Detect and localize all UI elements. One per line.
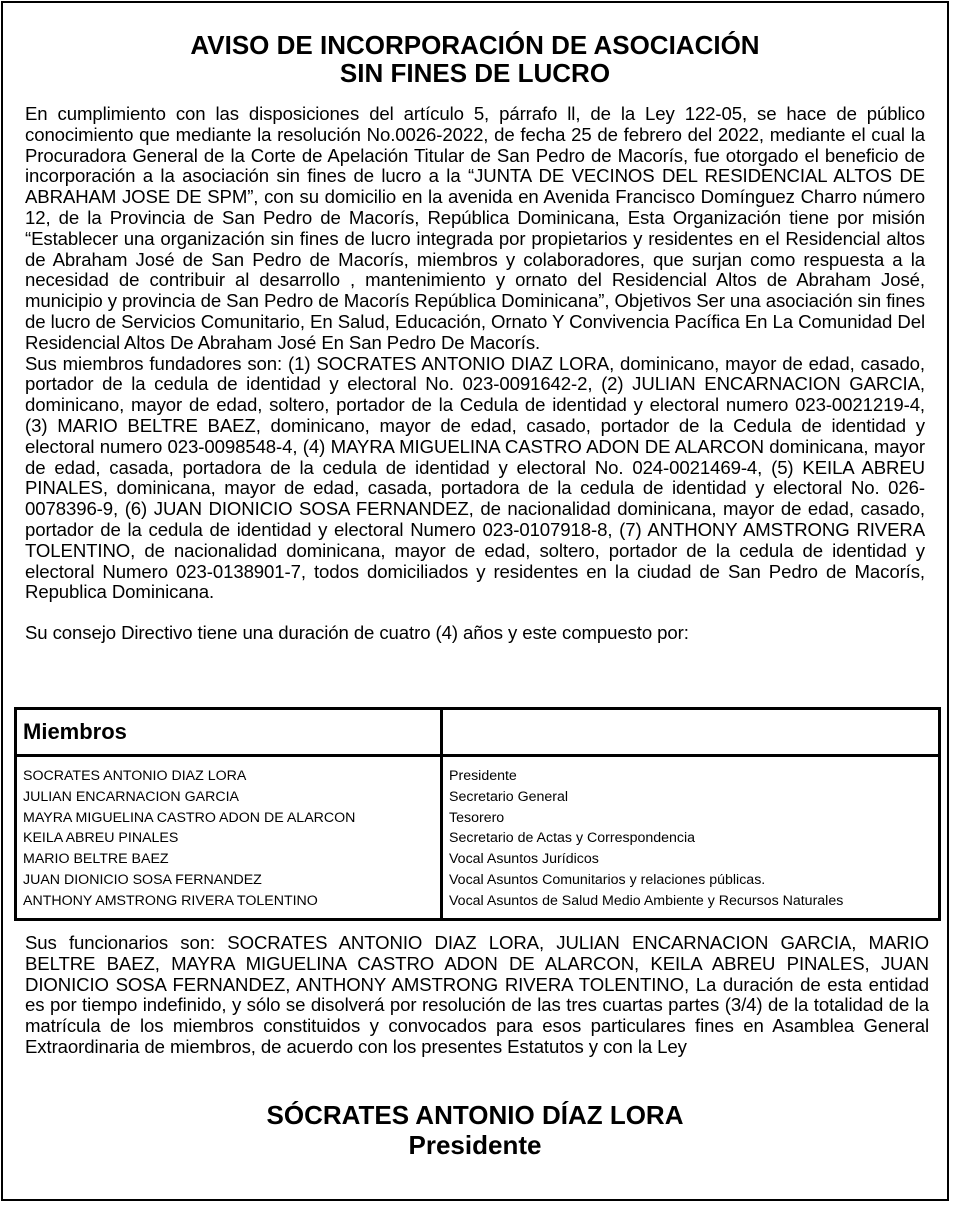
member-role: Vocal Asuntos Jurídicos [449, 851, 599, 868]
member-role: Secretario de Actas y Correspondencia [449, 830, 696, 847]
member-name: ANTHONY AMSTRONG RIVERA TOLENTINO [23, 892, 318, 909]
member-role: Vocal Asuntos Comunitarios y relaciones públicas. [449, 871, 766, 888]
roles-column [442, 756, 940, 920]
header-members: Miembros [16, 709, 442, 756]
title-line-1: AVISO DE INCORPORACIÓN DE ASOCIACIÓN [190, 30, 760, 60]
title-line-2: SIN FINES DE LUCRO [339, 58, 611, 88]
member-name: SOCRATES ANTONIO DIAZ LORA [23, 768, 247, 784]
notice-page [1, 1, 949, 1201]
council-paragraph: Su consejo Directivo tiene una duración de cuatro (4) años y este compuesto por: [25, 622, 689, 644]
signature-name: SÓCRATES ANTONIO DÍAZ LORA [266, 1100, 684, 1130]
header-roles [442, 709, 940, 756]
member-name: JULIAN ENCARNACION GARCIA [23, 788, 239, 805]
notice-title [23, 31, 927, 87]
member-role: Secretario General [449, 788, 569, 805]
signature-block [3, 1100, 947, 1160]
member-role: Presidente [449, 768, 517, 784]
intro-paragraph: En cumplimiento con las disposiciones del artículo 5, párrafo ll, de la Ley 122-05, se hace de público conocimiento que mediante la resolución No.0026-2022, de fecha 25 de febrero del 2022, mediante el cual la Procuradora General de la Corte de Apelación Titular de San Pedro de Macorís, fue otorgado el beneficio de incorporación a la asociación sin fines de lucro a la “JUNTA DE VECINOS DEL RESIDENCIAL ALTOS DE ABRAHAM JOSE DE SPM”, con su domicilio en la avenida en Avenida Francisco Domínguez Charro número 12, de la Provincia de San Pedro de Macorís, República Dominicana, Esta Organización tiene por misión “Establecer una organización sin fines de lucro integrada por propietarios y residentes en el Residencial altos de Abraham José de San Pedro de Macorís, miembros y colaboradores, que surjan como respuesta a la necesidad de contribuir al desarrollo , mantenimiento y ornato del Residencial Altos de Abraham José, municipio y provincia de San Pedro de Macorís República Dominicana”, Objetivos Ser una asociación sin fines de lucro de Servicios Comunitario, En Salud, Educación, Ornato Y Convivencia Pacífica En La Comunidad Del Residencial Altos De Abraham José En San Pedro De Macorís. [25, 103, 925, 353]
officers-section [3, 933, 951, 1058]
member-role: Tesorero [449, 809, 505, 826]
board-table [14, 707, 941, 921]
member-name: JUAN DIONICIO SOSA FERNANDEZ [23, 871, 262, 888]
board-table-header [16, 709, 940, 756]
founders-paragraph: Sus miembros fundadores son: (1) SOCRATES ANTONIO DIAZ LORA, dominicano, mayor de edad, casado, portador de la cedula de identidad y electoral No. 023-0091642-2, (2) JULIAN ENCARNACION GARCIA, dominicano, mayor de edad, soltero, portador de la Cedula de identidad y electoral numero 023-0021219-4, (3) MARIO BELTRE BAEZ, dominicano, mayor de edad, casado, portador de la Cedula de identidad y electoral numero 023-0098548-4, (4) MAYRA MIGUELINA CASTRO ADON DE ALARCON dominicana, mayor de edad, casada, portadora de la cedula de identidad y electoral No. 024-0021469-4, (5) KEILA ABREU PINALES, dominicana, mayor de edad, casada, portadora de la cedula de identidad y electoral No. 026-0078396-9, (6) JUAN DIONICIO SOSA FERNANDEZ, de nacionalidad dominicana, mayor de edad, casado, portador de la cedula de identidad y electoral Numero 023-0107918-8, (7) ANTHONY AMSTRONG RIVERA TOLENTINO, de nacionalidad dominicana, mayor de edad, soltero, portador de la cedula de identidad y electoral Numero 023-0138901-7, todos domiciliados y residentes en la ciudad de San Pedro de Macorís, Republica Dominicana. [25, 352, 925, 603]
member-name: KEILA ABREU PINALES [23, 830, 179, 847]
member-role: Vocal Asuntos de Salud Medio Ambiente y Recursos Naturales [449, 892, 844, 909]
member-name: MARIO BELTRE BAEZ [23, 851, 169, 868]
board-table-body [16, 756, 940, 920]
officers-paragraph: Sus funcionarios son: SOCRATES ANTONIO DIAZ LORA, JULIAN ENCARNACION GARCIA, MARIO BELTRE BAEZ, MAYRA MIGUELINA CASTRO ADON DE ALARCON, KEILA ABREU PINALES, JUAN DIONICIO SOSA FERNANDEZ, ANTHONY AMSTRONG RIVERA TOLENTINO, La duración de esta entidad es por tiempo indefinido, y sólo se disolverá por resolución de las tres cuartas partes (3/4) de la totalidad de la matrícula de los miembros constituidos y convocados para esos particulares fines en Asamblea General Extraordinaria de miembros, de acuerdo con los presentes Estatutos y con la Ley [25, 932, 929, 1057]
signature-role: Presidente [408, 1130, 542, 1160]
member-name: MAYRA MIGUELINA CASTRO ADON DE ALARCON [23, 809, 356, 826]
members-column [16, 756, 442, 920]
